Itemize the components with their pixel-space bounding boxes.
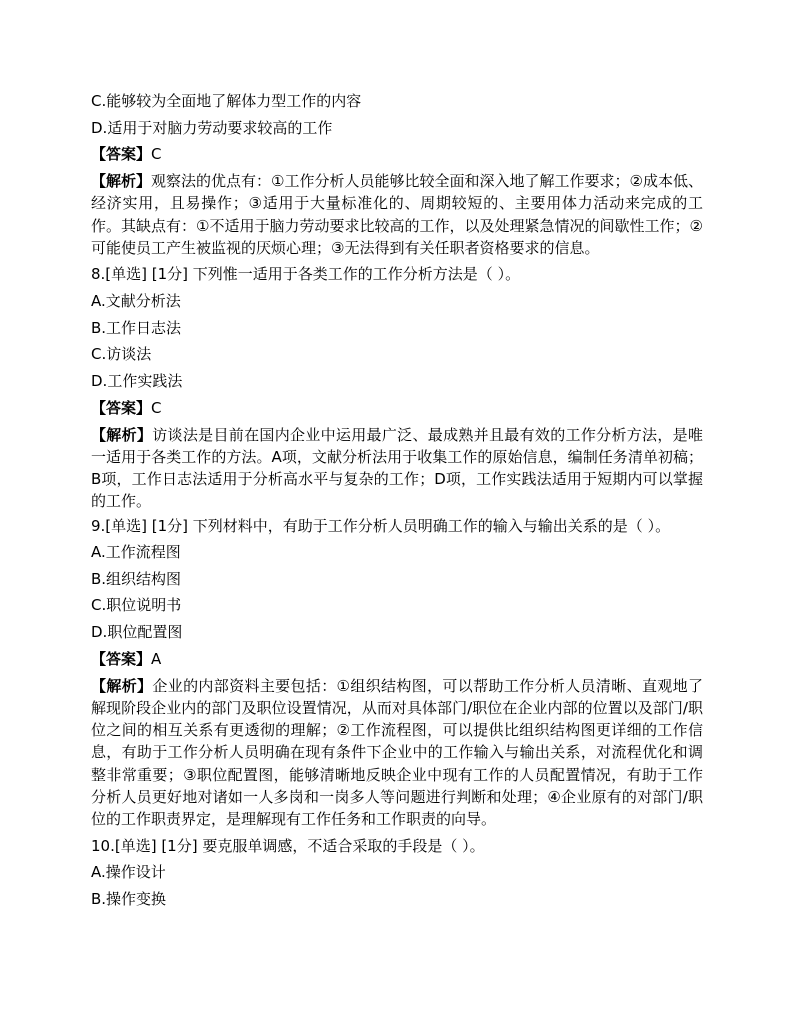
option-a-q10 <box>91 859 703 886</box>
text: C.能够较为全面地了解体力型工作的内容 <box>91 92 362 110</box>
question-10 <box>91 833 703 860</box>
answer-q7 <box>91 141 703 168</box>
text: A.操作设计 <box>91 863 166 882</box>
text: C.职位说明书 <box>91 596 182 615</box>
explanation-tag: 【解析】 <box>91 172 152 191</box>
explanation-q8 <box>91 424 703 513</box>
option-d-q7 <box>91 115 703 142</box>
text: 10.[单选] [1分] 要克服单调感，不适合采取的手段是（ ）。 <box>91 836 485 855</box>
option-b-q8 <box>91 315 703 342</box>
option-a-q9 <box>91 539 703 566</box>
option-a-q8 <box>91 288 703 315</box>
text: C.访谈法 <box>91 345 152 364</box>
text: D.适用于对脑力劳动要求较高的工作 <box>91 118 333 137</box>
answer-value: A <box>151 649 162 668</box>
explanation-q7 <box>91 170 703 259</box>
text: D.工作实践法 <box>91 372 183 391</box>
option-c-q8 <box>91 341 703 368</box>
explanation-q9 <box>91 675 703 831</box>
answer-tag: 【答案】 <box>91 398 152 417</box>
answer-tag: 【答案】 <box>91 145 152 164</box>
question-8 <box>91 261 703 288</box>
text: A.文献分析法 <box>91 292 181 310</box>
question-content <box>91 88 703 913</box>
answer-value: C <box>151 145 162 164</box>
option-c-q7 <box>91 88 703 115</box>
explanation-tag: 【解析】 <box>91 425 153 444</box>
option-c-q9 <box>91 592 703 619</box>
option-d-q8 <box>91 368 703 395</box>
answer-q8 <box>91 395 703 422</box>
text: B.工作日志法 <box>91 318 182 337</box>
option-b-q10 <box>91 886 703 913</box>
explanation-text: 企业的内部资料主要包括：①组织结构图，可以帮助工作分析人员清晰、直观地了解现阶段企业内的部门及职位设置情况，从而对具体部门/职位在企业内部的位置以及部门/职位之间的相互关系有更透彻的理解；②工作流程图，可以提供比组织结构图更详细的工作信息，有助于工作分析人员明确在现有条件下企业中的工作输入与输出关系，对流程优化和调整非常重要；③职位配置图，能够清晰地反映企业中现有工作的人员配置情况，有助于工作分析人员更好地对诸如一人多岗和一岗多人等问题进行判断和处理；④企业原有的对部门/职位的工作职责界定，是理解现有工作任务和工作职责的向导。 <box>91 676 703 829</box>
option-d-q9 <box>91 619 703 646</box>
explanation-text: 访谈法是目前在国内企业中运用最广泛、最成熟并且最有效的工作分析方法，是唯一适用于各类工作的方法。A项，文献分析法用于收集工作的原始信息，编制任务清单初稿；B项，工作日志法适用于分析高水平与复杂的工作；D项，工作实践法适用于短期内可以掌握的工作。 <box>91 425 703 511</box>
answer-q9 <box>91 646 703 673</box>
text: D.职位配置图 <box>91 623 183 642</box>
question-9 <box>91 515 703 537</box>
option-b-q9 <box>91 566 703 593</box>
text: B.操作变换 <box>91 890 167 908</box>
text: A.工作流程图 <box>91 543 181 561</box>
explanation-text: 观察法的优点有：①工作分析人员能够比较全面和深入地了解工作要求；②成本低、经济实用，且易操作；③适用于大量标准化的、周期较短的、主要用体力活动来完成的工作。其缺点有：①不适用于脑力劳动要求比较高的工作，以及处理紧急情况的间歇性工作；②可能使员工产生被监视的厌烦心理；③无法得到有关任职者资格要求的信息。 <box>91 172 703 257</box>
answer-tag: 【答案】 <box>91 649 152 668</box>
text: 8.[单选] [1分] 下列惟一适用于各类工作的工作分析方法是（ ）。 <box>91 265 521 284</box>
answer-value: C <box>151 398 162 417</box>
text: B.组织结构图 <box>91 569 182 588</box>
text: 9.[单选] [1分] 下列材料中，有助于工作分析人员明确工作的输入与输出关系的是（ ）。 <box>91 516 671 535</box>
explanation-tag: 【解析】 <box>91 676 153 695</box>
